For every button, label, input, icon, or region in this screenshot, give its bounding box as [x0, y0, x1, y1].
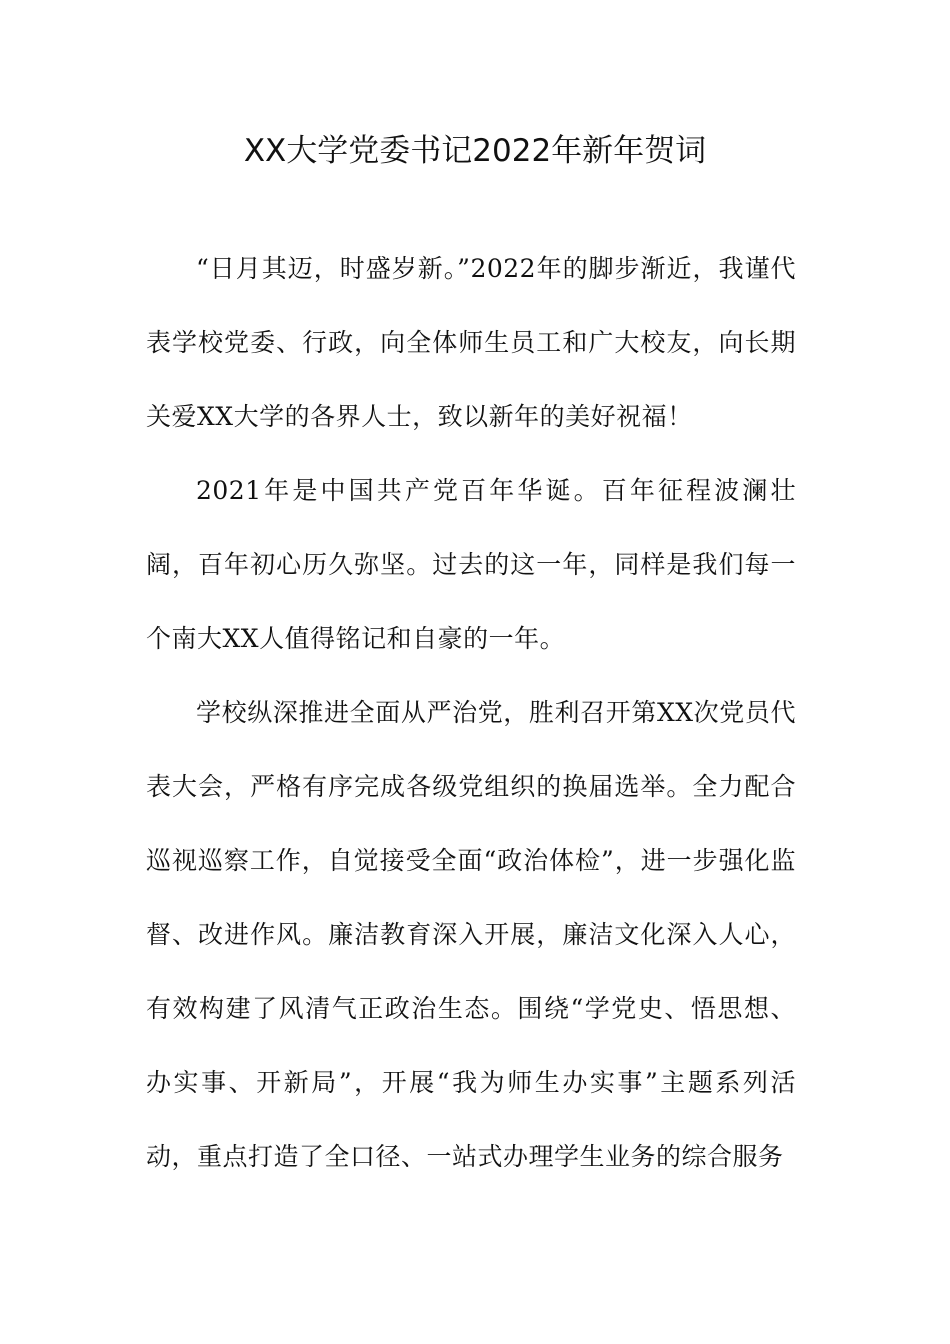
- document-body: [146, 232, 796, 1194]
- document-title: XX大学党委书记2022年新年贺词: [243, 133, 707, 169]
- paragraph-1: “日月其迈，时盛岁新。”2022年的脚步渐近，我谨代表学校党委、行政，向全体师生员工和广大校友，向长期关爱XX大学的各界人士，致以新年的美好祝福！: [146, 254, 796, 431]
- paragraph-3: 学校纵深推进全面从严治党，胜利召开第XX次党员代表大会，严格有序完成各级党组织的换届选举。全力配合巡视巡察工作，自觉接受全面“政治体检”，进一步强化监督、改进作风。廉洁教育深入开展，廉洁文化深入人心，有效构建了风清气正政治生态。围绕“学党史、悟思想、办实事、开新局”，开展“我为师生办实事”主题系列活动，重点打造了全口径、一站式办理学生业务的综合服务: [146, 698, 796, 1171]
- paragraph-2: 2021年是中国共产党百年华诞。百年征程波澜壮阔，百年初心历久弥坚。过去的这一年，同样是我们每一个南大XX人值得铭记和自豪的一年。: [146, 476, 796, 653]
